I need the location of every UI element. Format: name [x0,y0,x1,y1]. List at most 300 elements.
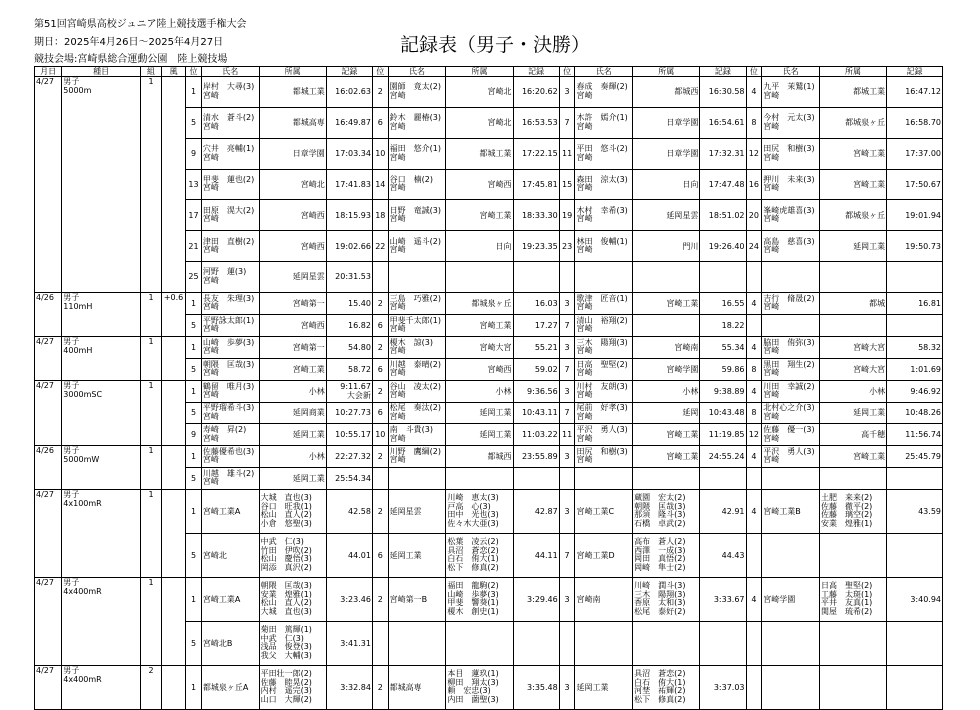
athlete-line: 日高 聖堅(2) [576,359,628,369]
athlete-line: 河野 蓮(3) [202,267,247,277]
record-value: 1:01.69 [910,364,941,374]
record-cell [513,489,559,533]
empty-cell [887,467,943,489]
place-cell: 2 [372,292,388,314]
team-cell: 延岡星雲 [259,262,326,293]
event-wind [161,665,185,709]
place-cell: 21 [186,231,202,262]
athlete-cell [388,107,446,138]
team-cell: 都城 [819,292,886,314]
athlete-line: 歌津 匠音(1) [576,293,628,303]
place-cell: 4 [746,336,762,358]
empty-cell [819,533,886,577]
place-cell: 10 [372,424,388,446]
place-cell: 18 [372,200,388,231]
event-gender: 男子 [63,577,80,587]
team-cell: 宮崎工業 [446,200,513,231]
member-name: 白石 侑大(1) [447,554,499,564]
record-value: 大会新 [346,391,371,401]
athlete-line: 宮崎 [576,121,593,131]
record-cell [887,445,943,467]
team-cell: 高千穂 [819,424,886,446]
event-date: 4/27 [35,77,62,293]
athlete-line: 鈴木 麗椿(3) [389,113,441,123]
record-cell [887,107,943,138]
member-name: 頼 宏忠(3) [447,686,491,696]
record-cell [326,467,372,489]
event-discipline: 400mH [63,345,93,355]
athlete-cell [575,107,633,138]
team-cell: 延岡工業 [819,231,886,262]
empty-cell [372,262,388,293]
athlete-cell [201,336,259,358]
athlete-cell [762,445,820,467]
athlete-cell [201,262,259,293]
athlete-cell [201,314,259,336]
athlete-line: 宮崎 [202,455,219,465]
record-cell [326,336,372,358]
athlete-line: 宮崎 [576,152,593,162]
team-cell: 宮崎西 [259,314,326,336]
record-cell [513,380,559,402]
team-cell: 宮崎西 [259,200,326,231]
athlete-line: 福田 悠介(1) [389,144,441,154]
record-cell [700,107,746,138]
header-place: 位 [746,67,762,77]
team-cell: 宮崎南 [633,336,700,358]
record-value: 19:01.94 [905,210,941,220]
members-cell [259,533,326,577]
record-cell [326,292,372,314]
athlete-line: 今村 元太(3) [763,113,815,123]
empty-cell [575,621,633,665]
place-cell: 2 [372,577,388,621]
team-cell: 宮崎工業D [575,533,633,577]
athlete-cell [201,200,259,231]
record-cell [326,314,372,336]
event-gender: 男子 [63,292,80,302]
record-value: 59.02 [534,364,558,374]
record-value: 17:41.83 [335,179,371,189]
team-cell: 宮崎北 [259,169,326,200]
athlete-line: 高島 慈喜(3) [763,236,815,246]
members-cell [259,577,326,621]
header-record: 記録 [513,67,559,77]
athlete-line: 宮崎 [389,183,406,193]
team-cell: 宮崎工業B [762,489,820,533]
record-cell [326,358,372,380]
athlete-cell [762,107,820,138]
record-cell [887,292,943,314]
team-cell: 延岡工業 [446,424,513,446]
athlete-line: 宮崎 [763,368,780,378]
athlete-line: 宮崎 [202,121,219,131]
record-cell [700,445,746,467]
place-cell: 2 [372,445,388,467]
athlete-cell [388,77,446,108]
record-value: 16.03 [534,298,558,308]
record-cell [513,231,559,262]
team-cell: 宮崎工業 [819,138,886,169]
athlete-line: 園師 竟太(2) [389,82,441,92]
record-cell [887,231,943,262]
member-name: 土肥 来来(2) [820,493,873,503]
record-value: 3:23.46 [340,594,371,604]
team-cell [633,314,700,336]
event-wind [161,577,185,665]
athlete-line: 宮崎 [202,477,219,487]
place-cell: 25 [186,262,202,293]
record-value: 11:56.74 [905,430,941,440]
record-cell [513,314,559,336]
header-name: 氏名 [575,67,633,77]
members-cell [819,489,886,533]
member-name: 中武 仁(3) [260,633,304,643]
record-cell [326,665,372,709]
table-row [35,380,943,402]
athlete-line: 長友 朱理(3) [202,293,255,303]
record-value: 17:37.00 [905,149,941,159]
record-value: 9:38.89 [713,386,745,396]
table-row [35,77,943,108]
event-name [62,577,141,665]
member-name: 朝隈 匡哉(3) [260,581,312,591]
record-cell [700,292,746,314]
team-cell: 宮崎南 [575,577,633,621]
athlete-cell [575,138,633,169]
record-value: 16.81 [918,298,941,308]
athlete-line: 宮崎 [389,90,406,100]
header-team: 所属 [819,67,886,77]
team-cell: 宮崎工業 [446,314,513,336]
athlete-line: 宮崎 [202,368,219,378]
place-cell: 7 [559,533,575,577]
team-cell: 宮崎北 [446,77,513,108]
record-cell [513,445,559,467]
empty-cell [575,262,633,293]
event-date: 4/27 [35,665,62,709]
athlete-line: 宮崎 [763,214,780,224]
event-date: 4/27 [35,336,62,380]
place-cell: 24 [746,231,762,262]
member-name: 蔵園 宏太(2) [634,493,686,503]
record-cell [700,231,746,262]
record-value: 43.59 [918,506,941,516]
member-name: 川崎 恵太(3) [447,493,499,503]
athlete-line: 宮崎 [389,455,406,465]
athlete-cell [575,445,633,467]
empty-cell [633,621,700,665]
member-name: 竹田 伊吹(2) [260,545,312,555]
record-cell [326,533,372,577]
place-cell: 6 [372,533,388,577]
empty-cell [633,467,700,489]
athlete-line: 押川 未来(3) [763,174,815,184]
record-value: 59.86 [721,364,745,374]
athlete-cell [762,138,820,169]
athlete-line: 宮崎 [389,411,406,421]
record-value: 54.80 [348,342,371,352]
place-cell: 17 [186,200,202,231]
athlete-line: 川田 幸誠(2) [763,381,815,391]
member-name: 松下 修真(2) [447,562,499,572]
team-cell: 都城工業 [819,77,886,108]
record-cell [887,138,943,169]
athlete-cell [575,169,633,200]
record-value: 18:15.93 [335,210,371,220]
athlete-line: 春成 奏輝(2) [576,82,628,92]
place-cell: 2 [372,489,388,533]
record-value: 15.40 [348,298,371,308]
table-row [35,665,943,709]
athlete-line: 宮崎 [202,324,219,334]
event-discipline: 110mH [63,301,93,311]
record-cell [326,169,372,200]
athlete-line: 宮崎 [763,346,780,356]
event-discipline: 5000mW [63,454,100,464]
record-cell [700,577,746,621]
record-value: 3:33.67 [713,594,745,604]
meet-period: 期日：2025年4月26日～2025年4月27日 [34,37,224,48]
member-name: 具沼 蒼恋(2) [634,669,686,679]
empty-cell [887,621,943,665]
team-cell: 門川 [633,231,700,262]
place-cell: 2 [372,380,388,402]
athlete-line: 森田 涼太(3) [576,174,628,184]
record-cell [887,489,943,533]
empty-cell [559,467,575,489]
athlete-line: 甲斐 蓮也(2) [202,174,255,184]
empty-cell [513,621,559,665]
member-name: 関屋 琉希(2) [820,606,873,616]
athlete-line: 宮崎 [389,302,406,312]
athlete-cell [201,402,259,424]
place-cell: 11 [559,138,575,169]
athlete-line: 平野瑠希斗(3) [202,403,255,413]
place-cell: 2 [372,77,388,108]
athlete-cell [201,292,259,314]
athlete-line: 北村心之介(3) [763,403,815,413]
athlete-line: 宮崎 [763,455,780,465]
record-cell [700,314,746,336]
header-wind: 風 [161,67,185,77]
athlete-cell [575,380,633,402]
event-wind [161,445,185,489]
place-cell: 3 [559,77,575,108]
team-cell: 宮崎第一 [259,336,326,358]
empty-cell [746,533,762,577]
team-cell: 日向 [446,231,513,262]
place-cell: 8 [746,358,762,380]
athlete-cell [575,231,633,262]
record-value: 19:23.35 [521,241,558,251]
member-name: 松山 慶悟(3) [260,554,312,564]
member-name: 大城 直也(3) [260,606,312,616]
record-cell [326,231,372,262]
event-name [62,77,141,293]
record-cell [326,107,372,138]
empty-cell [575,467,633,489]
record-value: 18.22 [721,320,745,330]
record-value: 19:02.66 [335,241,371,251]
athlete-cell [762,292,820,314]
place-cell: 5 [186,358,202,380]
athlete-cell [762,169,820,200]
record-value: 9:46.92 [910,386,941,396]
team-cell: 都城高専 [259,107,326,138]
table-row [35,489,943,533]
athlete-cell [388,231,446,262]
header-name: 氏名 [762,67,820,77]
event-discipline: 3000mSC [63,389,103,399]
place-cell: 6 [372,314,388,336]
athlete-line: 宮崎 [576,90,593,100]
athlete-line: 宮崎 [389,152,406,162]
place-cell: 12 [746,424,762,446]
event-discipline: 5000m [63,86,92,95]
athlete-cell [762,200,820,231]
empty-cell [762,314,820,336]
record-cell [326,577,372,621]
record-value: 22:27.32 [335,451,371,461]
athlete-line: 宮崎 [202,346,219,356]
record-value: 3:29.46 [527,594,558,604]
athlete-line: 田原 滉大(2) [202,205,255,215]
empty-cell [887,262,943,293]
place-cell: 2 [372,665,388,709]
event-wind [161,77,185,293]
team-cell: 宮崎第一 [259,292,326,314]
record-value: 58.72 [348,364,371,374]
members-cell [633,533,700,577]
team-cell: 延岡 [633,402,700,424]
athlete-line: 宮崎 [576,390,593,400]
place-cell: 3 [559,577,575,621]
record-cell [513,107,559,138]
empty-cell [446,467,513,489]
athlete-line: 宮崎 [389,214,406,224]
record-cell [326,489,372,533]
athlete-cell [575,336,633,358]
place-cell: 4 [746,577,762,621]
athlete-line: 佐藤 優一(3) [763,425,815,435]
event-discipline: 4x400mR [63,586,102,596]
team-cell: 宮崎大宮 [819,358,886,380]
record-cell [700,380,746,402]
event-wind [161,336,185,380]
place-cell: 4 [746,380,762,402]
athlete-cell [201,380,259,402]
team-cell: 小林 [819,380,886,402]
record-value: 25:45.79 [905,451,941,461]
header-name: 氏名 [201,67,259,77]
athlete-line: 松尾 奏汰(2) [389,403,441,413]
event-name [62,336,141,380]
empty-cell [746,467,762,489]
athlete-cell [201,467,259,489]
member-name: 那須 隆斗(3) [634,510,686,520]
athlete-line: 宮崎 [202,411,219,421]
place-cell: 3 [559,665,575,709]
table-row [35,292,943,314]
member-name: 佐藤 璃空(2) [820,510,873,520]
record-value: 9:36.56 [527,386,558,396]
team-cell: 延岡工業 [446,402,513,424]
event-group: 2 [141,665,162,709]
athlete-cell [388,314,446,336]
member-name: 甲斐 響葵(1) [447,598,499,608]
athlete-cell [762,424,820,446]
team-cell: 小林 [633,380,700,402]
place-cell: 6 [372,107,388,138]
athlete-cell [388,169,446,200]
record-cell [326,621,372,665]
record-cell [513,138,559,169]
team-cell: 宮崎大宮 [446,336,513,358]
team-cell: 都城泉ヶ丘 [446,292,513,314]
place-cell: 1 [186,489,202,533]
athlete-line: 宮崎 [202,152,219,162]
members-cell [633,489,700,533]
athlete-line: 宮崎 [576,302,593,312]
event-group: 1 [141,77,162,293]
empty-cell [887,314,943,336]
record-cell [887,77,943,108]
members-cell [446,665,513,709]
member-name: 岡田 真悟(2) [634,554,686,564]
table-row [35,336,943,358]
athlete-line: 川野 鷹綱(2) [389,446,441,456]
member-name: 佐藤 睦晃(2) [260,677,312,687]
team-cell: 宮崎工業 [259,358,326,380]
athlete-line: 宮崎 [202,302,219,312]
member-name: 松山 直人(2) [260,598,312,608]
athlete-cell [388,336,446,358]
event-wind: +0.6 [161,292,185,336]
athlete-line: 宮崎 [576,455,593,465]
place-cell: 3 [559,445,575,467]
athlete-line: 谷山 凌太(2) [389,381,441,391]
member-name: 香原 太和(3) [634,598,686,608]
record-value: 19:26.40 [708,241,745,251]
empty-cell [762,533,820,577]
empty-cell [819,262,886,293]
record-cell [887,336,943,358]
place-cell: 3 [559,380,575,402]
member-name: 白石 侑大(1) [634,677,686,687]
athlete-cell [762,380,820,402]
place-cell: 13 [186,169,202,200]
place-cell: 4 [746,445,762,467]
athlete-cell [388,380,446,402]
record-cell [513,424,559,446]
team-cell: 都城工業 [446,138,513,169]
team-cell: 宮崎第一B [388,577,446,621]
athlete-cell [575,314,633,336]
team-cell: 延岡工業 [259,467,326,489]
athlete-cell [388,445,446,467]
athlete-cell [201,107,259,138]
record-value: 10:48.26 [905,408,941,418]
member-name: 菊田 篤輝(1) [260,625,312,635]
record-value: 17:47.48 [708,179,745,189]
record-value: 16:20.62 [521,87,558,97]
place-cell: 7 [559,358,575,380]
record-value: 18:33.30 [521,210,558,220]
athlete-line: 宮崎 [763,302,780,312]
place-cell: 23 [559,231,575,262]
place-cell: 4 [746,489,762,533]
